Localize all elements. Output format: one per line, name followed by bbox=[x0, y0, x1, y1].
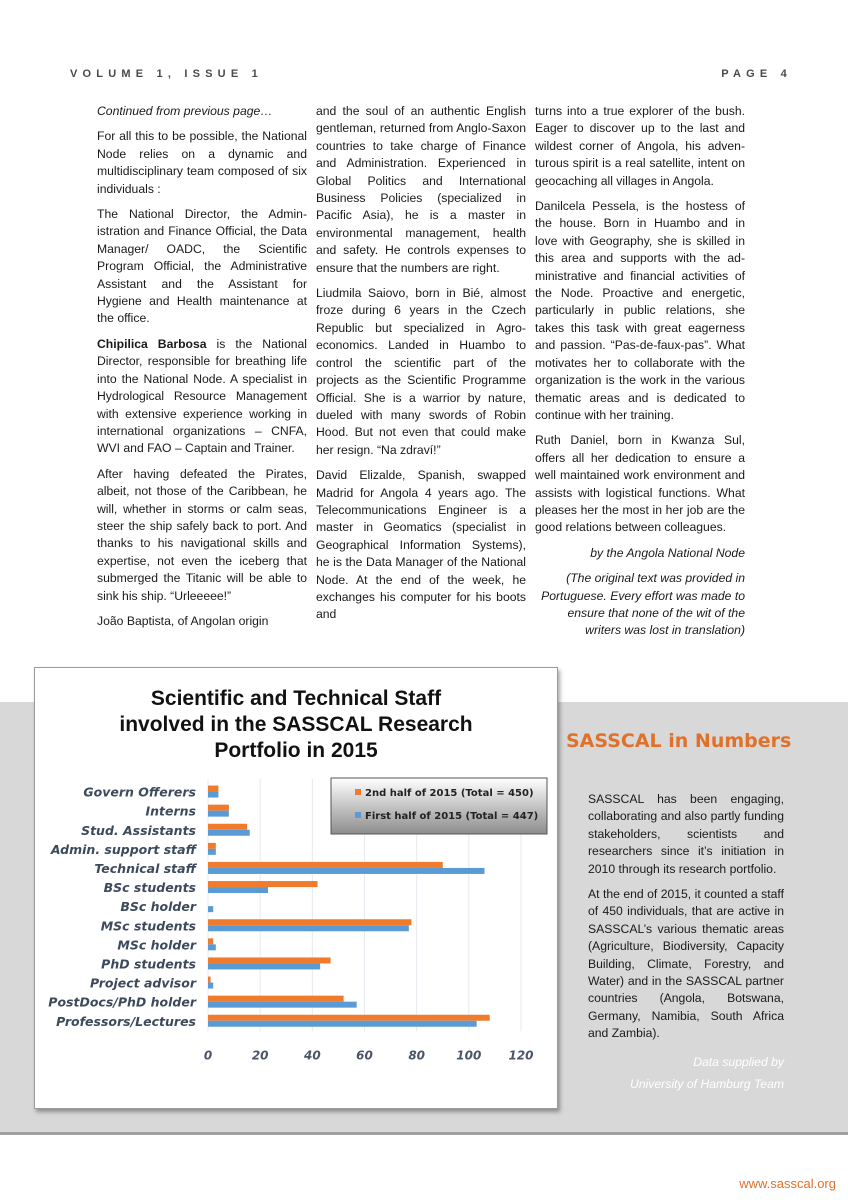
chart-title-line: involved in the SASSCAL Research bbox=[119, 713, 473, 736]
page-number: PAGE 4 bbox=[721, 68, 792, 80]
website-link[interactable]: www.sasscal.org bbox=[739, 1176, 836, 1191]
bar-second-half bbox=[208, 805, 229, 811]
bar-second-half bbox=[208, 919, 411, 925]
category-label: BSc students bbox=[103, 880, 196, 896]
staff-chart bbox=[34, 667, 558, 1109]
bar-second-half bbox=[208, 862, 443, 868]
category-label: MSc holder bbox=[117, 937, 196, 953]
article-paragraph: Danilcela Pessela, is the hostess of the house. Born in Huambo and in love with Geography, she is skilled in this area and supports with the administrative and financial activities of the Node. Proactive and energetic, particularly in public relations, she takes this task with great eagerness and passion. “Pas-de-faux-pas”. What motivates her to collaborate with the organization is the work in the various thematic areas and is dedicated to continue with her training. bbox=[535, 199, 745, 422]
x-tick-label: 60 bbox=[356, 1048, 373, 1063]
chart-title-line: Scientific and Technical Staff bbox=[150, 687, 442, 710]
bar-second-half bbox=[208, 996, 344, 1002]
legend-swatch bbox=[355, 812, 361, 818]
bar-second-half bbox=[208, 786, 218, 792]
bar-second-half bbox=[208, 1015, 490, 1021]
category-label: Interns bbox=[145, 803, 196, 819]
bar-first-half bbox=[208, 811, 229, 817]
category-label: Project advisor bbox=[89, 975, 196, 991]
category-label: Govern Offerers bbox=[83, 784, 196, 800]
bar-second-half bbox=[208, 881, 318, 887]
article-paragraph: After having defeated the Pirates, albeit, not those of the Caribbean, he will, whether in storms or calm seas, steer the ship safely back to port. And thanks to his navigational skills and expertise, not even the iceberg that submerged the Titanic will be able to sink his ship. “Urleeeee!” bbox=[97, 466, 307, 603]
sidebar-body bbox=[588, 791, 784, 1095]
sidebar-title: SASSCAL in Numbers bbox=[566, 730, 792, 752]
article-paragraph: David Elizalde, Spanish, swapped Madrid for Angola 4 years ago. The Telecommunications Engineer is a master in Geomatics (specialist in Geographical Information Systems), he is the Data Manager of the National Node. At the end of the week, he exchanges his computer for his boots and bbox=[316, 468, 526, 622]
bar-second-half bbox=[208, 824, 247, 830]
bar-second-half bbox=[208, 938, 213, 944]
category-label: Admin. support staff bbox=[50, 841, 196, 857]
article-paragraph: Ruth Daniel, born in Kwanza Sul, offers all her dedication to ensure a well maintained work environment and assists with logistical functions. What pleases her the most in her job are the good relations between colleagues. bbox=[535, 433, 745, 535]
bar-first-half bbox=[208, 887, 268, 893]
sidebar-paragraph: SASSCAL has been engaging, collaborating and also partly funding stakeholders, scientists and researchers since it’s initiation in 2010 through its research portfolio. bbox=[588, 792, 784, 876]
sidebar-paragraph: At the end of 2015, it counted a staff of 450 individuals, that are active in SASSCAL’s various thematic areas (Agriculture, Biodiversity, Capacity Building, Climate, Forestry, and Water) and in the SASSCAL partner countries (Angola, Botswana, Germany, Namibia, South Africa and Zambia). bbox=[588, 887, 784, 1041]
person-name: Chipilica Barbosa bbox=[97, 336, 207, 351]
legend-label: 2nd half of 2015 (Total = 450) bbox=[365, 788, 534, 799]
article-paragraph: by the Angola National Node bbox=[590, 545, 745, 560]
chart-plot bbox=[35, 668, 557, 1108]
article-paragraph: and the soul of an authentic English gentleman, returned from Anglo-Saxon countries to take charge of Finance and Administration. Experienced in Global Politics and International Business Policies (specialized in Pacific Asia), he is a master in environmental management, health and safety. He controls expenses to ensure that the numbers are right. bbox=[316, 104, 526, 275]
bar-first-half bbox=[208, 830, 250, 836]
bar-second-half bbox=[208, 977, 211, 983]
data-credit bbox=[588, 1051, 784, 1095]
x-tick-label: 20 bbox=[251, 1048, 269, 1063]
bar-first-half bbox=[208, 868, 484, 874]
article-paragraph: Liudmila Saiovo, born in Bié, almost froze during 6 years in the Czech Republic but specialized in Agro-economics. Landed in Huambo to control the scientific part of the projects as the Scientific Programme Official. She is a warrior by nature, dueled with many swords of Robin Hood. But not even that could make her resign. “Na zdraví!” bbox=[316, 286, 526, 457]
article-paragraph: Continued from previous page… bbox=[97, 104, 273, 118]
article-paragraph: For all this to be possible, the National Node relies on a dynamic and multidisciplinary team composed of six individuals : bbox=[97, 129, 307, 196]
article-paragraph: João Baptista, of Angolan origin bbox=[97, 613, 269, 628]
legend-swatch bbox=[355, 789, 361, 795]
chart-title-line: Portfolio in 2015 bbox=[214, 739, 378, 762]
bar-first-half bbox=[208, 1021, 477, 1027]
bar-first-half bbox=[208, 792, 218, 798]
sidebar-box bbox=[566, 730, 816, 1091]
issue-label: VOLUME 1, ISSUE 1 bbox=[70, 68, 263, 80]
bar-first-half bbox=[208, 963, 320, 969]
category-label: PostDocs/PhD holder bbox=[48, 994, 196, 1010]
category-label: Stud. Assistants bbox=[81, 822, 196, 838]
article-paragraph: turns into a true explorer of the bush. Eager to discover up to the last and wildest corner of Angola, his adventurous spirit is a real satellite, intent on geocaching all villages in Angola. bbox=[535, 104, 745, 188]
category-label: Professors/Lectures bbox=[56, 1013, 196, 1029]
article-paragraph: The National Director, the Administration and Finance Official, the Data Manager/ OADC, the Scientific Program Official, the Administrative Assistant and the Assistant for Hygiene and Health maintenance at the office. bbox=[97, 207, 307, 326]
x-tick-label: 80 bbox=[408, 1048, 426, 1063]
x-tick-label: 120 bbox=[508, 1048, 534, 1063]
credit-line: Data supplied by bbox=[693, 1054, 784, 1069]
bar-first-half bbox=[208, 906, 213, 912]
x-tick-label: 100 bbox=[456, 1048, 482, 1063]
article-column-3 bbox=[535, 103, 745, 648]
bar-first-half bbox=[208, 983, 213, 989]
article-column-1 bbox=[97, 103, 307, 638]
category-label: Technical staff bbox=[94, 860, 196, 876]
category-label: MSc students bbox=[100, 918, 196, 934]
article-paragraph: (The original text was provided in Portuguese. Every effort was made to ensure that none of the wit of the writers was lost in translation) bbox=[541, 571, 745, 638]
article-paragraph: Chipilica Barbosa is the National Director, responsible for breathing life into the National Node. A specialist in Hydrological Resource Management with extensive experience working in international organizations – CNFA, WVI and FAO – Captain and Trainer. bbox=[97, 336, 307, 456]
bar-first-half bbox=[208, 944, 216, 950]
bar-second-half bbox=[208, 957, 331, 963]
bar-first-half bbox=[208, 849, 216, 855]
bar-second-half bbox=[208, 843, 216, 849]
legend-label: First half of 2015 (Total = 447) bbox=[365, 811, 539, 822]
article-column-2 bbox=[316, 103, 526, 632]
chart-legend bbox=[331, 778, 547, 834]
x-tick-label: 40 bbox=[303, 1048, 321, 1063]
credit-line: University of Hamburg Team bbox=[630, 1076, 784, 1091]
bar-first-half bbox=[208, 925, 409, 931]
bar-first-half bbox=[208, 1002, 357, 1008]
category-label: BSc holder bbox=[120, 899, 196, 915]
x-tick-label: 0 bbox=[203, 1048, 213, 1063]
category-label: PhD students bbox=[101, 956, 196, 972]
